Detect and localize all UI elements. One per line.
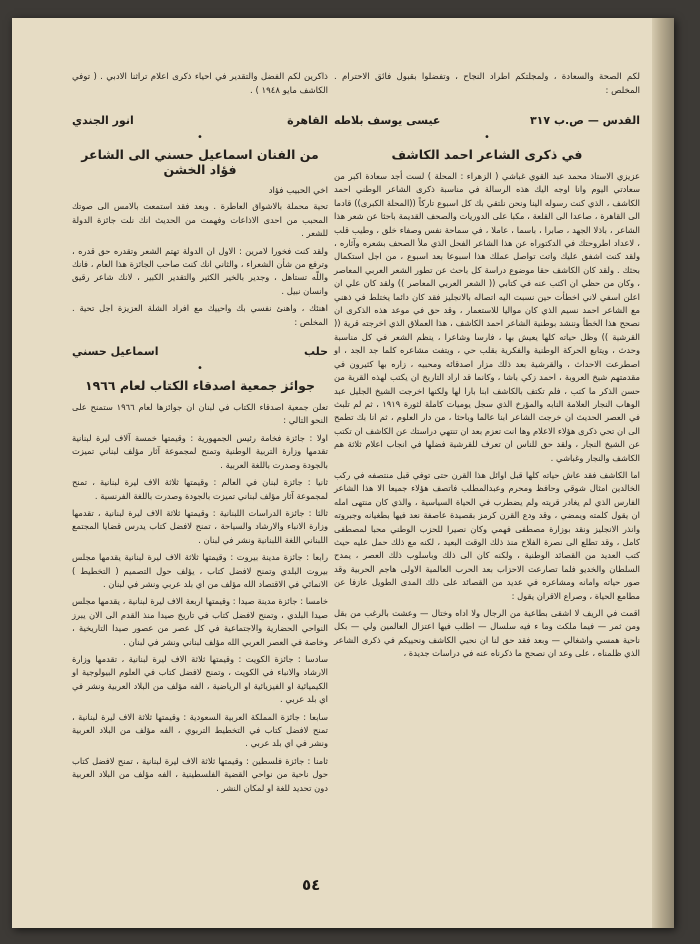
left-place-2: حلب bbox=[303, 345, 328, 359]
right-signature-row bbox=[334, 114, 640, 127]
prizes-intro: تعلن جمعية اصدقاء الكتاب في لبنان ان جوائزها لعام ١٩٦٦ ستمنح على النحو التالي : bbox=[72, 402, 328, 426]
left-place: القاهرة bbox=[287, 114, 328, 127]
letter-greeting: اخي الحبيب فؤاد bbox=[268, 186, 328, 196]
left-paragraph: ولقد كنت فخورا لامرين : الاول ان الدولة تهتم الشعر وتقدره حق قدره ، وترفع من شأن الشعراء ، والثاني انك كنت صاحب الجائزة هذا العام ، فانك واللّه تستاهل ، وجدير بالخير الكثير والتقدير الكبير ، لانك شاعر رقيق وانسان نبيل . bbox=[72, 245, 328, 296]
right-author: عيسى يوسف بلاطه bbox=[334, 114, 441, 127]
magazine-page bbox=[12, 18, 674, 928]
right-paragraph: عزيزي الاستاذ محمد عبد القوي غباشي ( الزهراء : المحلة ) لست أجد سعادة اكبر من سعادتي اليوم وانا اوجه اليك هذه الرسالة في مناسبة ذكرى الشاعر الوطني احمد الكاشف ، الذي كنت رسوله الينا ونحن نلتقي بك كل اسبوع تاركاً ((المحلة الكبرى)) قادما الى القاهرة ، صاعدا الى القلعة ، مكبا على الدوريات والصحف القديمة باحثا عن شعر هذا الشاعر ، باذلا الجهد ، صابرا ، باسما ، عاملا ، في سماحة نفس وصفاء خلق ، وطيب قلب ، لاعداد اطروحتك في الدكتوراه عن هذا الشاعر الفحل الذي ملأ الصحف بشعره وآثاره ، ولقد كنت اشفق عليك واتت تواصل عملك هذا اسبوعا بعد اسبوع ، من اجل استكمال بحثك . ولقد كان الكاشف حقا موضوع دراسة كل باحث عن تطور الشعر العربي المعاصر ، وكان من حظي ان اكتب عنه في كتابي (( الشعر العربي المعاصر )) ولقد كان علي ان اعلن اسفي لاني اخطأت حين نسبت اليه اتصاله بالانجليز فقد كان دائما يختلط في ذهني مع الشاعر احمد نسيم الذي كان مواليا للاستعمار ، وقد حق في موعد هذه الذكرى ان نصحح هذا الخطأ وننشد بوطنية الشاعر احمد الكاشف ، هذا العملاق الذي اخرجته قرية (( القرشية )) وظل حياته كلها يعيش بها ، فارسا وشاعرا ، ينظم الشعر في كل مناسبة وحدث ، ويتابع الحركة الوطنية والفكرية بقلب حي ، ويتفت مشاعره كلما جد الجد ، او اصطرعت الاحداث ، والقرشية بعد ذلك مزار اصدقائه ومحبيه ، زاره بها كثيرون في مقدمتهم شيخ العروبة ، احمد زكي باشا ، وكانما قد اراد التاريخ ان يكتب لهذه القرية من حسن الذكر ما كتب ، فلم تكتف بالكاشف ابنا بارا لها ولكنها اخرجت الشيخ الجليل عبد الوهاب النجار العلامة النابه والمؤرخ الذي سجل يوميات كاملة لثورة ١٩١٩ ، ثم لم تلبث في العصر الحديث ان خرجت الشاعر ابنا عالما وباحثا ، من دار العلوم ، ثم انا بك تطمح الى ان تحي ذكرى هؤلاء الاعلام وها انت تعزم بعد ان تنتهي دراستك عن الكاشف ان تكتب عن الشيخ النجار ، ولقد حق للناس ان تعرف للقرشية فضلها في انجاب اعلام ثلاثة هم الكاشف والنجار وغباشي . bbox=[334, 171, 640, 463]
right-headline: في ذكرى الشاعر احمد الكاشف bbox=[391, 147, 583, 162]
bullet-icon: • bbox=[197, 132, 203, 143]
right-intro: لكم الصحة والسعادة ، ولمجلتكم اطراد النجاح ، وتفضلوا بقبول فائق الاحترام . المخلص : bbox=[334, 72, 640, 96]
prize-item: ثالثا : جائزة الدراسات اللبنانية : وقيمتها ثلاثة الاف ليرة لبنانية ، تقدمها وزارة الانباء والارشاد والسياحة ، تمنح لافضل كتاب يدرس قضايا المجتمع اللبناني اللغة اللبنانية ونشر في لبنان . bbox=[72, 507, 328, 545]
prize-item: ثامنا : جائزة فلسطين : وقيمتها ثلاثة الاف ليرة لبنانية ، تمنح لافضل كتاب حول ناحية من نواحي القضية الفلسطينية ، الفه مؤلف من البلاد العربية دون تحديد للغة او لمكان النشر . bbox=[72, 755, 328, 793]
left-signature-row bbox=[72, 114, 328, 127]
page-number: ٥٤ bbox=[302, 876, 321, 894]
left-author: انور الجندي bbox=[72, 114, 134, 127]
left-signature-row-2 bbox=[72, 345, 328, 358]
left-author-2: اسماعيل حسني bbox=[72, 345, 159, 359]
page-edge bbox=[652, 18, 674, 928]
prize-item: ثانيا : جائزة لبنان في العالم : وقيمتها ثلاثة الاف ليرة لبنانية ، تمنح لمجموعة آثار مؤلف لبناني تميزت بالجودة وصدرت باللغة الفرنسية . bbox=[72, 477, 328, 501]
left-paragraph: اهنئك ، واهنئ نفسي بك واحييك مع افراد الشلة العزيزة اجل تحية . المخلص : bbox=[72, 303, 328, 327]
prize-item: اولا : جائزة فخامة رئيس الجمهورية : وقيمتها خمسة آلاف ليرة لبنانية تقدمها وزارة التربية الوطنية وتمنح لمجموعة آثار مؤلف لبناني تميزت بالجودة وصدرت باللغة العربية . bbox=[72, 432, 328, 470]
prizes-body bbox=[72, 401, 328, 795]
right-paragraph: اقمت في الريف لا اشقى بطاعية من الرجال ولا اداه وختال — وعشت بالرغب من بقل ومن ثمر — فيما ملكت وما ء فيه سلسال — اطلب فيها اعتزال العالمين ولي — بكل ناحية همسي واشغالي — وبعد فقد حق لنا ان نحيي الكاشف ونحييكم في ذكرى الشاعر الذي ظلمناه ، على وعد ان نصحح ما ذكرناه عنه في دراسات جديدة ، bbox=[334, 608, 640, 659]
bullet-icon: • bbox=[484, 132, 490, 143]
prizes-headline: جوائز جمعية اصدقاء الكتاب لعام ١٩٦٦ bbox=[84, 378, 316, 394]
left-headline: من الفنان اسماعيل حسني الى الشاعر فؤاد الخشن bbox=[81, 147, 319, 177]
left-column bbox=[72, 70, 328, 799]
right-body bbox=[334, 170, 640, 661]
bullet-icon: • bbox=[197, 363, 203, 375]
right-paragraph: اما الكاشف فقد عاش حياته كلها قبل اوائل هذا القرن حتى توفي قبل منتصفه في ركب الخالدين امثال شوقي وحافظ ومحرم وعبدالمطلب فاتصف هؤلاء جميعا الا هذا الشاعر الفارس الذي لم يغادر قريته ولم يضطرب في الحياة السياسية ، والذي كان منتهى امله ان يقول كلمته ويمضي ، وقد ودع القرن كرمز بقصيدة عاصفة نعد فيها بطغيانه وجبروته وانذر الانجليز ونقد بوزارة مصطفى فهمي وكان نصيرا للحزب الوطني محبا لمصطفى كامل ، وقد تطلع الى نصرة الفلاح منذ ذلك الوقت البعيد ، لكنه مع ذلك حمل عليه حيث كتب العديد من القصائد الوطنية ، ولكنه كان الى ذلك وباسلوب ذلك العصر ، يمدح السلطان والخديو فلما تصارعت الاحزاب بعد الحرب العالمية الاولى هاجم الحربية وقد صور حياته وامانه ومشاعره في عديد من القصائد على ذلك المدى الطويل عازفا عن مطامع الحياة ، وصراع الاقران يقول : bbox=[334, 469, 640, 601]
left-paragraph: تحية محملة بالاشواق العاطرة . وبعد فقد استمعت بالامس الى صوتك المحبب من احدى الاذاعات وفهمت من الحديث انك نلت جائزة الدولة للشعر . bbox=[72, 201, 328, 239]
left-body bbox=[72, 200, 328, 329]
prize-item: خامسا : جائزة مدينة صيدا : وقيمتها اربعة الاف ليرة لبنانية ، يقدمها مجلس صيدا البلدي ، وتمنح لافضل كتاب في تاريخ صيدا منذ القدم الى الان يبرز النواحي الحضارية والاجتماعية في كل عصر من عصور صيدا التاريخية ، وخاصة في العصر العربي الله مؤلف لبناني ونشر في لبنان . bbox=[72, 596, 328, 647]
prize-item: رابعا : جائزة مدينة بيروت : وقيمتها ثلاثة الاف ليرة لبنانية يقدمها مجلس بيروت البلدي وتمنح لافضل كتاب ، يؤلف حول التصميم ( التخطيط ) الانمائي في الاقتصاد الله مؤلف من اي بلد عربي ونشر في لبنان . bbox=[72, 552, 328, 589]
right-place: القدس — ص.ب ٣١٧ bbox=[529, 114, 640, 127]
prize-item: سابعا : جائزة المملكة العربية السعودية : وقيمتها ثلاثة الاف ليرة لبنانية ، تمنح لافضل كتاب في التخطيط التربوي ، الفه مؤلف من البلاد العربية ونشر في اي بلد عربي . bbox=[72, 711, 328, 749]
left-intro: ذاكرين لكم الفضل والتقدير في احياء ذكرى اعلام تراثنا الادبي . ( توفي الكاشف مايو ١٩٤٨ ) . bbox=[72, 72, 328, 96]
prize-item: سادسا : جائزة الكويت : وقيمتها ثلاثة الاف ليرة لبنانية ، تقدمها وزارة الارشاد والانباء في الكويت ، وتمنح لافضل كتاب في العلوم البيولوجية او الكيميائية او الفيزيائية او الرياضية ، الفه مؤلف من البلاد العربية ونشر في اي بلد عربي . bbox=[72, 653, 328, 705]
right-column bbox=[334, 70, 640, 665]
